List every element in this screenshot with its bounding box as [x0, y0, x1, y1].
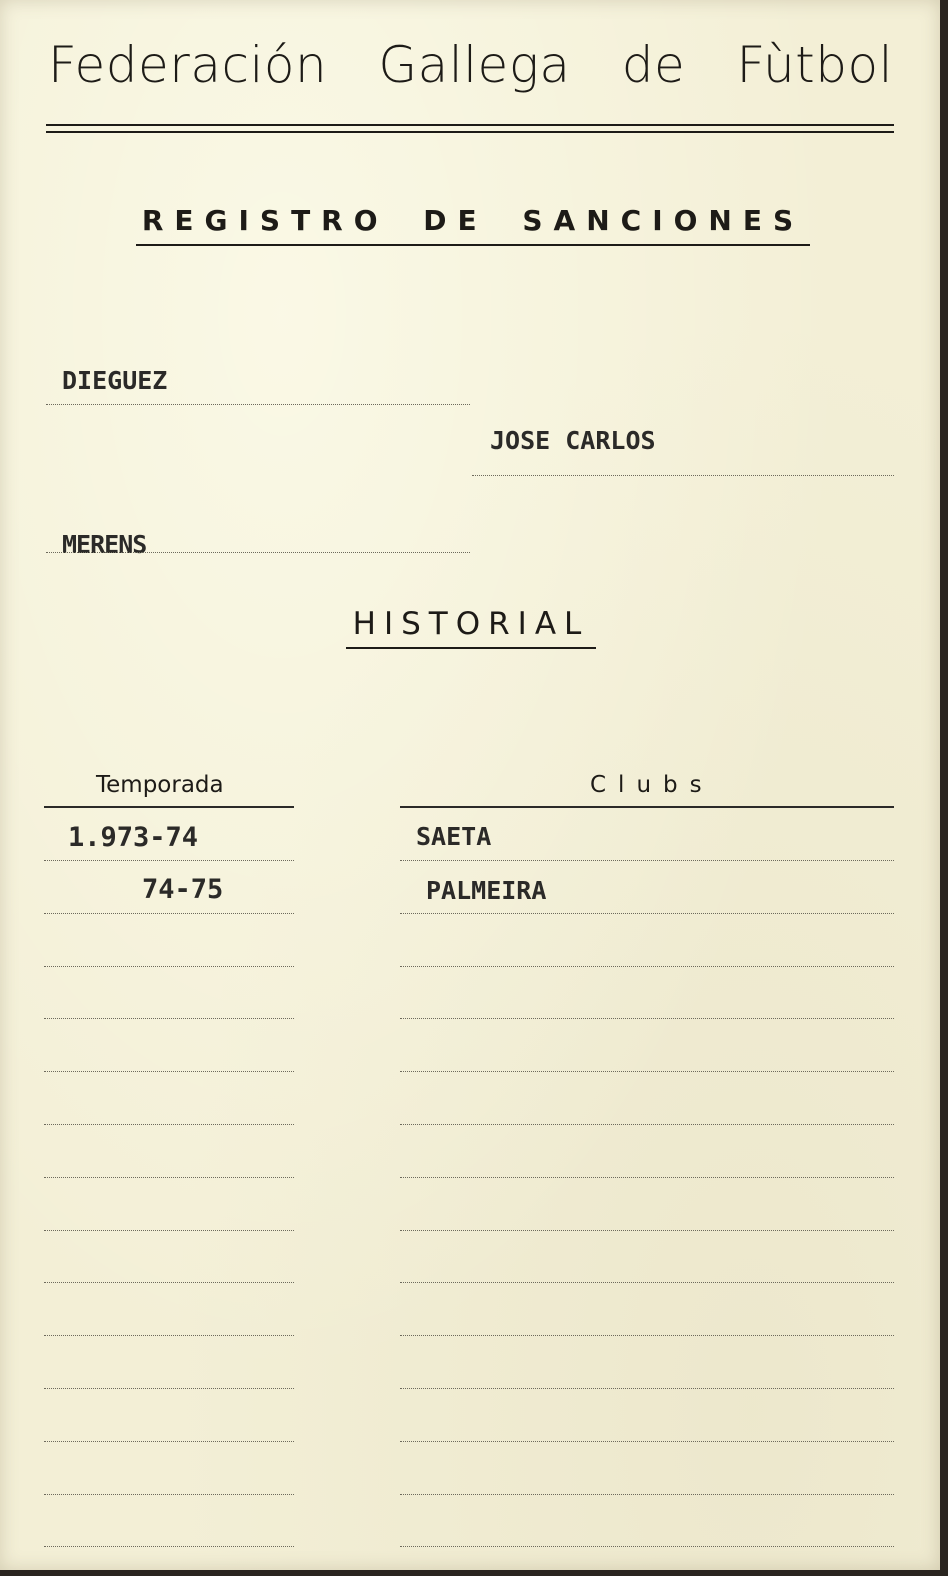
nickname-line: [46, 552, 470, 553]
club-row-line: [400, 1282, 894, 1283]
season-row-line: [44, 1282, 294, 1283]
season-row-line: [44, 1388, 294, 1389]
club-row-line: [400, 1018, 894, 1019]
club-row-line: [400, 966, 894, 967]
season-row-line: [44, 1230, 294, 1231]
club-row-line: [400, 1177, 894, 1178]
club-row-line: [400, 860, 894, 861]
season-row-line: [44, 1124, 294, 1125]
club-column-header: Clubs: [590, 772, 714, 798]
section-underline: [346, 647, 596, 649]
club-row-line: [400, 1230, 894, 1231]
season-cell: 1.973-74: [68, 822, 199, 853]
federation-title: [48, 36, 893, 94]
club-header-rule: [400, 806, 894, 808]
club-cell: SAETA: [416, 822, 492, 851]
title-word: de: [621, 36, 686, 94]
season-row-line: [44, 966, 294, 967]
club-row-line: [400, 913, 894, 914]
season-row-line: [44, 1494, 294, 1495]
season-column-header: Temporada: [96, 772, 224, 798]
club-row-line: [400, 1335, 894, 1336]
surname-line: [46, 404, 470, 405]
club-row-line: [400, 1124, 894, 1125]
subtitle-underline: [136, 244, 810, 246]
title-word: Gallega: [378, 36, 571, 94]
title-word: Fùtbol: [736, 36, 893, 94]
section-title: HISTORIAL: [352, 606, 590, 642]
given-name-line: [472, 475, 894, 476]
club-row-line: [400, 1071, 894, 1072]
header-double-rule: [46, 124, 894, 133]
document-subtitle: REGISTRO DE SANCIONES: [141, 204, 805, 237]
season-row-line: [44, 1177, 294, 1178]
surname-value: DIEGUEZ: [62, 366, 168, 395]
season-cell: 74-75: [142, 874, 224, 905]
club-row-line: [400, 1388, 894, 1389]
season-row-line: [44, 1546, 294, 1547]
season-row-line: [44, 1441, 294, 1442]
season-header-rule: [44, 806, 294, 808]
given-name-value: JOSE CARLOS: [490, 426, 656, 455]
season-row-line: [44, 1018, 294, 1019]
season-row-line: [44, 913, 294, 914]
title-word: Federación: [48, 36, 328, 94]
nickname-value: MERENS: [62, 530, 147, 559]
club-row-line: [400, 1546, 894, 1547]
club-row-line: [400, 1494, 894, 1495]
season-row-line: [44, 1335, 294, 1336]
club-row-line: [400, 1441, 894, 1442]
season-row-line: [44, 860, 294, 861]
club-cell: PALMEIRA: [426, 876, 547, 905]
season-row-line: [44, 1071, 294, 1072]
